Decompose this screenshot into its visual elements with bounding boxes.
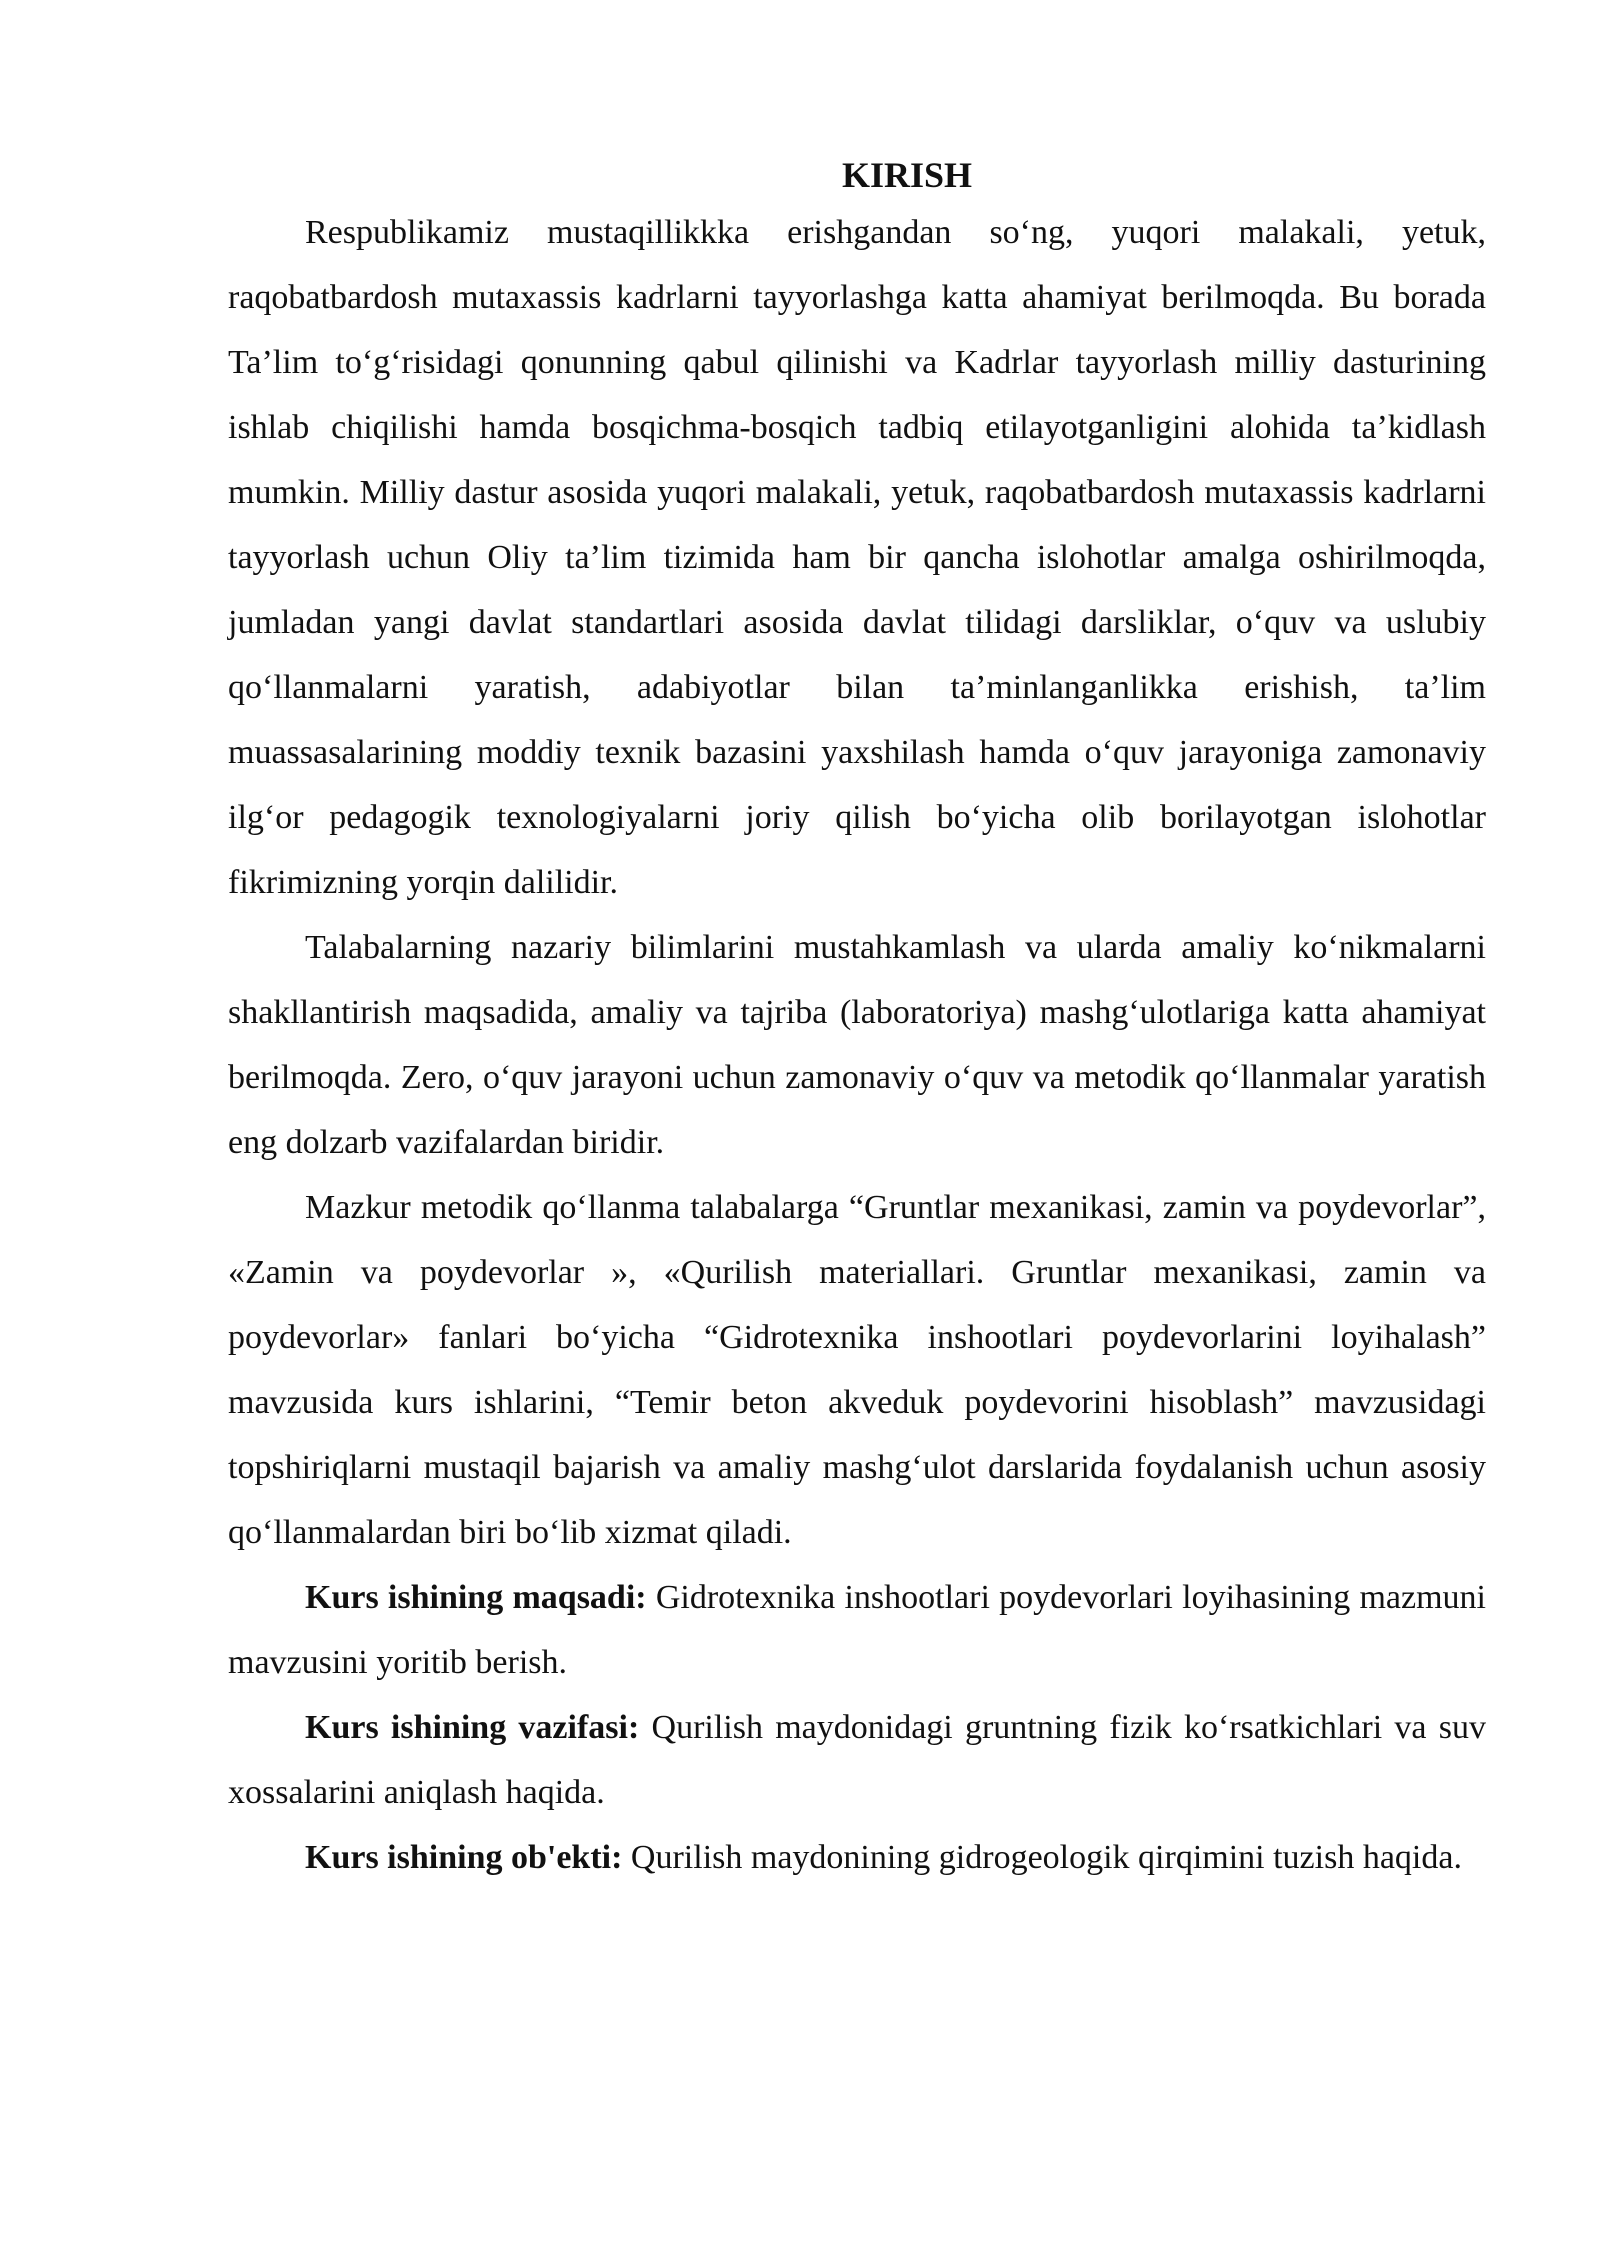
paragraph-intro: Respublikamiz mustaqillikkka erishgandan so‘ng, yuqori malakali, yetuk, raqobatbardosh mutaxassis kadrlarni tayyorlashga katta ahamiyat berilmoqda. Bu borada Ta’lim to‘g‘risidagi qonunning qabul qilinishi va Kadrlar tayyorlash milliy dasturining ishlab chiqilishi hamda bosqichma-bosqich tadbiq etilayotganligini alohida ta’kidlash mumkin. Milliy dastur asosida yuqori malakali, yetuk, raqobatbardosh mutaxassis kadrlarni tayyorlash uchun Oliy ta’lim tizimida ham bir qancha islohotlar amalga oshirilmoqda, jumladan yangi davlat standartlari asosida davlat tilidagi darsliklar, o‘quv va uslubiy qo‘llanmalarni yaratish, adabiyotlar bilan ta’minlanganlikka erishish, ta’lim muassasalarining moddiy texnik bazasini yaxshilash hamda o‘quv jarayoniga zamonaviy ilg‘or pedagogik texnologiyalarni joriy qilish bo‘yicha olib borilayotgan islohotlar fikrimizning yorqin dalilidir. <box>228 214 1486 901</box>
course-goal-text: Gidrotexnika inshootlari poydevorlari loyihasining mazmuni mavzusini yoritib berish. <box>228 1579 1486 1681</box>
course-task-label: Kurs ishining vazifasi: <box>305 1709 640 1746</box>
paragraph-course-task <box>228 1695 1486 1825</box>
document-page <box>228 150 1486 1890</box>
course-object-label: Kurs ishining ob'ekti: <box>305 1839 623 1876</box>
paragraph-manual-purpose: Mazkur metodik qo‘llanma talabalarga “Gruntlar mexanikasi, zamin va poydevorlar”, «Zamin va poydevorlar », «Qurilish materiallari. Gruntlar mexanikasi, zamin va poydevorlar» fanlari bo‘yicha “Gidrotexnika inshootlari poydevorlarini loyihalash” mavzusida kurs ishlarini, “Temir beton akveduk poydevorini hisoblash” mavzusidagi topshiriqlarni mustaqil bajarish va amaliy mashg‘ulot darslarida foydalanish uchun asosiy qo‘llanmalardan biri bo‘lib xizmat qiladi. <box>228 1189 1486 1551</box>
paragraph-course-object <box>228 1825 1486 1890</box>
course-task-text: Qurilish maydonidagi gruntning fizik ko‘rsatkichlari va suv xossalarini aniqlash haqida. <box>228 1709 1486 1811</box>
paragraph-practical-skills: Talabalarning nazariy bilimlarini mustahkamlash va ularda amaliy ko‘nikmalarni shakllantirish maqsadida, amaliy va tajriba (laboratoriya) mashg‘ulotlariga katta ahamiyat berilmoqda. Zero, o‘quv jarayoni uchun zamonaviy o‘quv va metodik qo‘llanmalar yaratish eng dolzarb vazifalardan biridir. <box>228 929 1486 1161</box>
document-title: KIRISH <box>841 155 973 195</box>
course-goal-label: Kurs ishining maqsadi: <box>305 1579 647 1616</box>
paragraph-course-goal <box>228 1565 1486 1695</box>
course-object-text: Qurilish maydonining gidrogeologik qirqimini tuzish haqida. <box>622 1839 1462 1876</box>
